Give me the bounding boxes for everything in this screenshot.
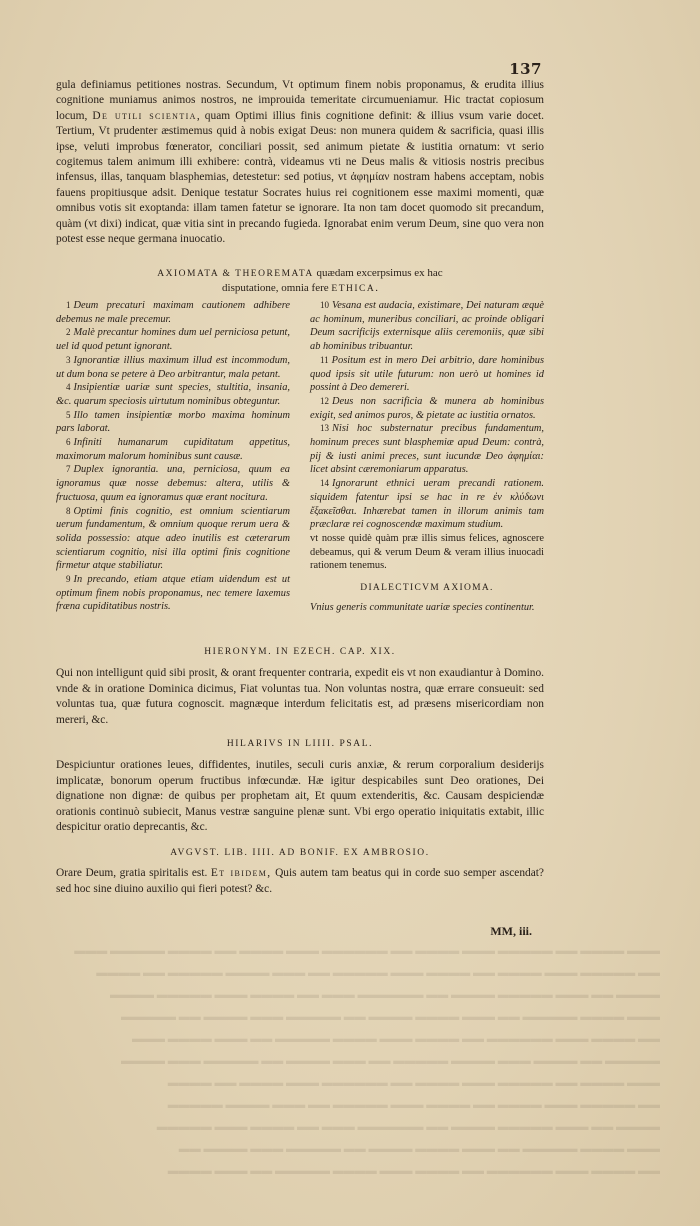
axiom-item: 5 Illo tamen insipientiæ morbo maxima hominum pars laborat. [56, 409, 290, 435]
intro-paragraph [56, 78, 544, 247]
axiom-item: 11 Positum est in mero Dei arbitrio, dare hominibus quod ipsis sit utile futurum: non uerò ut homines id possint à Deo demereri. [310, 354, 544, 394]
hieronym-title: HIERONYM. IN EZECH. CAP. XIX. [204, 647, 396, 657]
axiomata-heading-end: . [375, 282, 378, 294]
axiom-item: 2 Malè precantur homines dum uel perniciosa petunt, uel id quod petunt ignorant. [56, 327, 290, 353]
et-ibidem: Et ibidem, [210, 867, 272, 879]
axiomata-heading-line2: disputatione, omnia fere [222, 282, 332, 294]
axiom-item: 9 In precando, etiam atque etiam uidendum est ut optimum finem nobis proponamus, nec temere laxemus fræna cupiditatibus nostris. [56, 574, 290, 613]
hieronym-text: Qui non intelligunt quid sibi prosit, & orant frequenter contraria, expedit eis vt non exaudiantur à Domino. vnde & in oratione Dominica dicimus, Fiat voluntas tua. Non voluntas nostra, quæ errare consueuit: sed voluntas tua, quæ futura cognoscit. magnæque interdum felicitatis est, ad præsens misericordiam non mereri, &c. [56, 667, 544, 726]
axioms-right-column [310, 299, 544, 614]
axiom-item: 8 Optimi finis cognitio, est omnium scientiarum uerum fundamentum, & omnium quoque rerum uera & solida possessio: atque adeo inutilis est cæterarum scientiarum cognitio, nisi illa optimi finis cognitione firmetur atque stabiliatur. [56, 505, 290, 572]
axiom-item: 7 Duplex ignorantia. una, perniciosa, quum ea ignoramus quæ nosse debemus: altera, utilis & fructuosa, quum ea ignoramus quæ erant nocitura. [56, 464, 290, 503]
axiom-item: 1 Deum precaturi maximam cautionem adhibere debemus ne male precemur. [56, 300, 290, 325]
axiomata-heading-caps: AXIOMATA & THEOREMATA [157, 269, 314, 279]
axiom-item: 3 Ignorantiæ illius maximum illud est incommodum, ut dum bona se petere à Deo arbitrantur, mala petant. [56, 354, 290, 380]
intro-text-before: gula definiamus petitiones nostras. Secundum, Vt optimum finem nobis proponamus, & erudita illius cognitione muniamus animos nostros, ne improuida temeritate circumueniamur. Hic tractat copiosum locum, [56, 79, 544, 122]
hilarius-title: HILARIVS IN LIIII. PSAL. [226, 739, 374, 749]
axiom-item: 6 Infiniti humanarum cupiditatum appetitus, maximorum malorum hominibus sunt causæ. [56, 437, 290, 462]
axiom-item: 12 Deus non sacrificia & munera ab hominibus exigit, sed animos puros, & pietate ac iustitia ornatos. [310, 395, 544, 421]
augustinus-text-b: Quis autem tam beatus qui in corde suo semper ascendat? sed hoc sine diuino auxilio qui fieri potest? &c. [56, 867, 544, 895]
axiomata-heading [56, 266, 544, 296]
hilarius-text: Despiciuntur orationes leues, diffidentes, inutiles, seculi curis anxiæ, & rerum corporalium desiderijs implicatæ, bonorum operum fructibus infœcundæ. Hæ igitur despicabiles sunt Deo orationes, Dei dignatione non dignæ: de quibus per prophetam ait, Et quum extenderitis, &c. Causam despiciendæ orationis continuò subiecit, Manus vestræ sanguine plenæ sunt. Vbi ergo operatio iniquitatis extabit, illic despicitur oratio deprecantis, &c. [56, 759, 544, 834]
augustinus-title: AVGVST. LIB. IIII. AD BONIF. EX AMBROSIO. [170, 848, 430, 858]
de-utili-scientia: De utili scientia [92, 109, 197, 122]
axiom-item: 13 Nisi hoc substernatur precibus fundamentum, hominum preces sunt blasphemiæ apud Deum: contrà, pij & iusti animi preces, sunt iucundæ Deo ἀφημίαι: licet absint cæremoniarum apparatus. [310, 423, 544, 476]
page-number: 137 [509, 60, 542, 78]
axioms-left-column [56, 299, 290, 614]
show-through-texture: ▬▬▬ ▬▬▬▬ ▬▬ ▬▬▬▬▬ ▬▬▬ ▬▬▬▬ ▬▬ ▬▬▬▬▬▬ ▬▬▬ ▬▬▬▬ ▬▬ ▬▬▬▬ ▬▬▬▬▬ ▬▬▬ ▬▬ ▬▬▬▬▬ ▬▬▬ ▬▬▬▬ ▬▬ ▬▬▬▬ ▬▬▬ ▬▬▬▬▬ ▬▬ ▬▬▬ ▬▬▬▬ ▬▬▬▬▬ ▬▬ ▬▬▬▬ ▬▬▬▬ ▬▬ ▬▬▬ ▬▬▬▬▬ ▬▬▬▬ ▬▬ ▬▬▬▬▬▬ ▬▬▬ ▬▬ ▬▬▬▬ ▬▬▬ ▬▬▬▬▬ ▬▬▬▬ ▬▬▬ ▬▬▬▬ ▬▬▬▬▬ ▬▬ ▬▬▬ ▬▬▬▬ ▬▬▬▬ ▬▬ ▬▬▬▬▬ ▬▬▬ ▬▬▬▬ ▬▬ ▬▬▬▬▬ ▬▬ ▬▬▬▬ ▬▬▬ ▬▬▬▬▬▬ ▬▬ ▬▬▬▬ ▬▬▬ ▬▬▬▬ ▬▬▬▬▬ ▬▬ ▬▬▬ ▬▬▬▬ ▬▬▬ ▬▬▬▬▬ ▬▬ ▬▬▬▬ ▬▬▬ ▬▬▬▬ ▬▬▬▬▬ ▬▬ ▬▬▬ ▬▬▬▬ ▬▬ ▬▬▬▬▬ ▬▬▬ ▬▬▬▬ ▬▬▬ ▬▬▬▬ ▬▬ ▬▬▬▬▬ ▬▬▬ ▬▬▬▬ ▬▬ ▬▬▬▬▬▬ ▬▬▬ ▬▬▬▬ ▬▬ ▬▬▬▬ ▬▬ ▬▬▬▬▬ ▬▬▬ ▬▬▬▬ ▬▬ ▬▬▬▬ ▬▬▬ ▬▬▬▬▬ ▬▬ ▬▬▬ ▬▬▬▬ ▬▬▬▬▬ ▬▬▬▬ ▬▬ ▬▬▬ ▬▬▬▬▬ ▬▬▬▬ ▬▬ ▬▬▬▬▬▬ ▬▬▬ ▬▬ ▬▬▬▬ ▬▬▬ ▬▬▬▬▬ ▬▬▬ ▬▬▬▬ ▬▬▬▬▬ ▬▬ ▬▬▬ ▬▬▬▬ ▬▬▬▬ ▬▬ ▬▬▬▬▬ ▬▬▬ ▬▬▬▬ ▬▬ ▬▬ ▬▬▬▬ ▬▬▬ ▬▬▬▬▬▬ ▬▬ ▬▬▬▬ ▬▬▬ ▬▬▬▬ ▬▬▬▬▬ ▬▬ ▬▬▬ ▬▬▬▬ [74, 945, 660, 1177]
intro-text-after: , quam Optimi illius finis cognitione definit: & illius vsum varie docet. Tertium, Vt prudenter æstimemus quid à nobis exigat Deus: non munera quidem & sacrificia, quasi illis ipse, veluti improbus fœnerator, conciliari possit, sed animum pietate & iustitia ornatum: vt serio cogitemus talem animum illi exhibere: contrà, videamus vti ne Deus malis & vitiosis nostris precibus infensus, illas, tanquam blasphemias, detestetur: sed potius, vt ἀφημίαν nostram habens acceptam, nobis fauens propitiusque adsit. Denique testatur Socrates huius rei cognitionem esse maximi momenti, quæ omnibus votis sit exoptanda: illam tamen fatetur se ignorare. Ita non tam docet quomodo sit precandum, quàm (vt dixi) indicat, quæ vitia sint in precando fugieda. Ignorabat enim verum Deum, sine quo vera non potest esse neque germana inuocatio. [56, 109, 544, 246]
axiomata-heading-ethica: ETHICA [331, 284, 376, 294]
axiomata-heading-line1: quædam excerpsimus ex hac [313, 267, 443, 279]
augustinus-text-a: Orare Deum, gratia spiritalis est. [56, 867, 208, 879]
augustinus-text [56, 866, 544, 897]
axiom-item: 4 Insipientiæ uariæ sunt species, stultitia, insania, &c. quarum speciosis uirtutum nominibus obteguntur. [56, 382, 290, 407]
signature-mark: MM, iii. [490, 924, 532, 938]
dialecticum-title: DIALECTICVM AXIOMA. [360, 583, 494, 594]
dialecticum-text: Vnius generis communitate uariæ species continentur. [310, 601, 535, 613]
axiom-item: 14 Ignorarunt ethnici ueram precandi rationem. siquidem fatentur ipsi se hac in re ἐν κλύδωνι ἔξακεῖσθαι. Inhærebat tamen in illorum animis tam præclaræ rei cognoscendæ maximum studium. [310, 478, 544, 531]
axiom-item: 10 Vesana est audacia, existimare, Dei naturam æquè ac hominum, muneribus conciliari, ac proinde obligari Deum sacrificijs externisque aliis ceremoniis, quæ sibi ab hominibus tribuantur. [310, 300, 544, 353]
axioms-columns [56, 299, 544, 614]
axiom-continuation: vt nosse quidè quàm præ illis simus felices, agnoscere debeamus, qui & verum Deum & veram illius inuocadi rationem tenemus. [310, 532, 544, 572]
